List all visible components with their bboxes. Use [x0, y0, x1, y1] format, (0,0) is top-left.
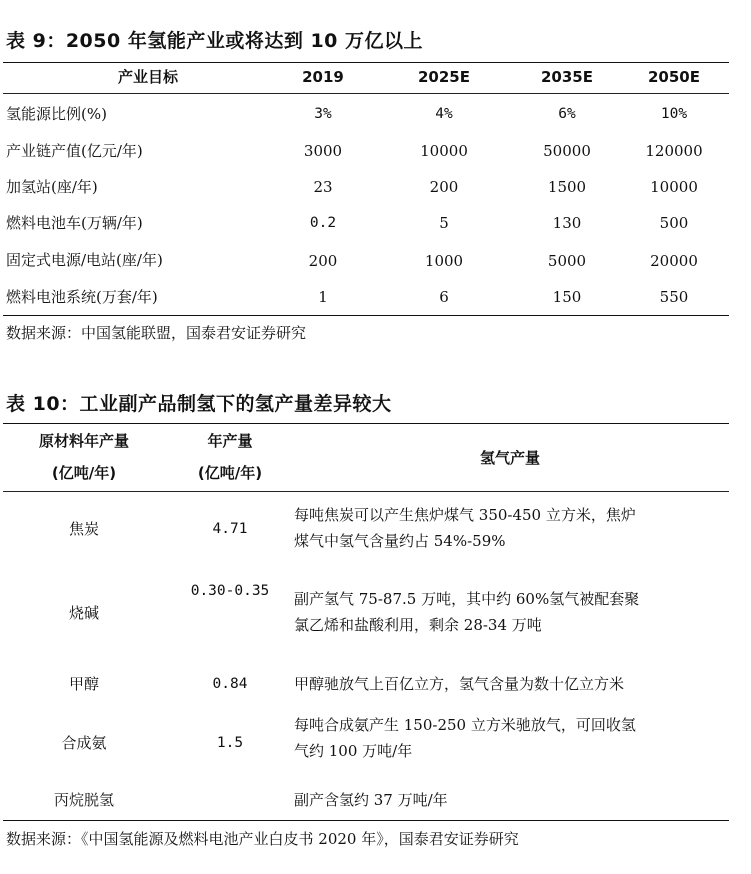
cell-2035e: 5000 — [547, 252, 587, 270]
row-hydrogen-line1: 副产含氢约 37 万吨/年 — [294, 791, 448, 809]
row-output: 0.30-0.35 — [190, 583, 270, 599]
cell-2035e: 6% — [558, 106, 576, 122]
table-10-bottom-rule — [3, 820, 729, 821]
table-10-source: 数据来源：《中国氢能源及燃料电池产业白皮书 2020 年》，国泰君安证券研究 — [6, 830, 519, 848]
cell-2025e: 1000 — [424, 252, 464, 270]
table-9-header-rule — [3, 93, 729, 94]
row-material: 烧碱 — [68, 604, 100, 622]
header-2025e: 2025E — [418, 68, 470, 86]
table-9-title: 表 9：2050 年氢能产业或将达到 10 万亿以上 — [6, 30, 424, 52]
row-hydrogen-line1: 每吨焦炭可以产生焦炉煤气 350-450 立方米，焦炉 — [294, 506, 636, 524]
row-material: 丙烷脱氢 — [53, 791, 115, 809]
row-hydrogen-line1: 甲醇驰放气上百亿立方，氢气含量为数十亿立方米 — [294, 675, 625, 693]
cell-2035e: 1500 — [547, 178, 587, 196]
cell-2025e: 6 — [439, 288, 449, 306]
header-material-line2: (亿吨/年) — [51, 464, 117, 482]
cell-2019: 23 — [313, 178, 333, 196]
row-output: 1.5 — [216, 735, 244, 751]
row-label: 加氢站(座/年) — [6, 178, 98, 196]
row-hydrogen-line1: 副产氢气 75-87.5 万吨，其中约 60%氢气被配套聚 — [294, 590, 640, 608]
cell-2050e: 10000 — [650, 178, 698, 196]
header-output-line2: (亿吨/年) — [197, 464, 263, 482]
row-material: 合成氨 — [61, 734, 107, 752]
header-output-line1: 年产量 — [207, 432, 253, 450]
row-label: 产业链产值(亿元/年) — [6, 142, 143, 160]
row-hydrogen-output — [294, 787, 732, 813]
row-output: 0.84 — [212, 676, 248, 692]
cell-2035e: 130 — [552, 214, 582, 232]
cell-2050e: 500 — [659, 214, 689, 232]
row-label: 固定式电源/电站(座/年) — [6, 251, 163, 269]
table-10-title: 表 10：工业副产品制氢下的氢产量差异较大 — [6, 393, 392, 415]
cell-2025e: 200 — [429, 178, 459, 196]
row-hydrogen-line1: 每吨合成氨产生 150-250 立方米驰放气，可回收氢 — [294, 716, 636, 734]
row-hydrogen-line2: 气约 100 万吨/年 — [294, 742, 413, 760]
header-2019: 2019 — [302, 68, 344, 86]
row-hydrogen-output — [294, 671, 732, 697]
cell-2025e: 4% — [435, 106, 453, 122]
header-industry-target: 产业目标 — [117, 68, 179, 86]
cell-2035e: 50000 — [543, 142, 591, 160]
row-hydrogen-output — [294, 586, 732, 638]
row-material: 甲醇 — [68, 675, 100, 693]
cell-2019: 3% — [314, 106, 332, 122]
table-10-header-rule — [3, 491, 729, 492]
row-label: 氢能源比例(%) — [6, 105, 107, 123]
row-hydrogen-line2: 氯乙烯和盐酸利用，剩余 28-34 万吨 — [294, 616, 542, 634]
cell-2050e: 20000 — [650, 252, 698, 270]
table-10-top-rule — [3, 423, 729, 424]
cell-2025e: 5 — [439, 214, 449, 232]
header-2035e: 2035E — [541, 68, 593, 86]
row-hydrogen-line2: 煤气中氢气含量约占 54%-59% — [294, 532, 506, 550]
cell-2019: 1 — [318, 288, 328, 306]
row-material: 焦炭 — [68, 520, 100, 538]
row-output: 4.71 — [212, 521, 248, 537]
row-label: 燃料电池系统(万套/年) — [6, 288, 158, 306]
cell-2050e: 120000 — [645, 142, 703, 160]
cell-2019: 200 — [308, 252, 338, 270]
header-material-line1: 原材料年产量 — [38, 432, 130, 450]
cell-2025e: 10000 — [420, 142, 468, 160]
table-9-source: 数据来源：中国氢能联盟，国泰君安证券研究 — [6, 324, 307, 342]
cell-2019: 0.2 — [309, 215, 337, 231]
cell-2019: 3000 — [303, 142, 343, 160]
cell-2050e: 10% — [660, 106, 688, 122]
cell-2050e: 550 — [659, 288, 689, 306]
header-2050e: 2050E — [648, 68, 700, 86]
table-9-top-rule — [3, 62, 729, 63]
row-hydrogen-output — [294, 712, 732, 764]
row-hydrogen-output — [294, 502, 732, 554]
header-hydrogen-output: 氢气产量 — [479, 449, 541, 467]
row-label: 燃料电池车(万辆/年) — [6, 214, 143, 232]
cell-2035e: 150 — [552, 288, 582, 306]
table-9-bottom-rule — [3, 315, 729, 316]
